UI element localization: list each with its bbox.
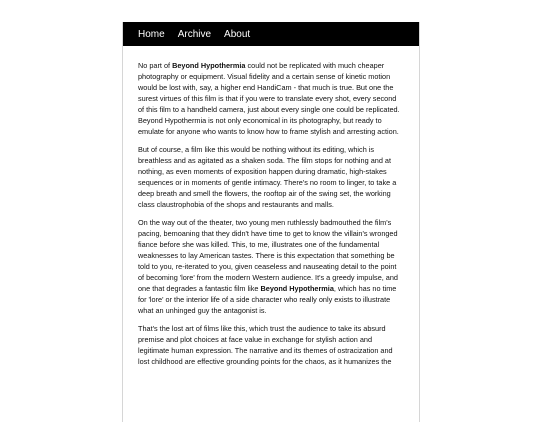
nav-home-link[interactable]: Home bbox=[138, 28, 165, 40]
paragraph-text: No part of bbox=[138, 61, 173, 70]
paragraph-2 bbox=[138, 144, 404, 210]
nav-archive-link[interactable]: Archive bbox=[177, 28, 212, 40]
article-body bbox=[123, 46, 419, 367]
paragraph-text: But of course, a film like this would be nothing without its editing, which is breathless and as agitated as a shaken soda. The film stops for nothing and at nothing, as even moments of exposition happen during dramatic, high-stakes sequences or in moments of gentle intimacy. There's no room to linger, to take a deep breath and smell the flowers, the rooftop air of the swing set, the working class claustrophobia of the shops and restaurants and malls. bbox=[138, 145, 397, 209]
paragraph-3 bbox=[138, 217, 404, 316]
nav-about-link[interactable]: About bbox=[224, 28, 251, 40]
paragraph-text: could not be replicated with much cheaper photography or equipment. Visual fidelity and a certain sense of kinetic motion would be lost with, say, a higher end HandiCam - that much is true. But one the surest virtues of this film is that if you were to translate every shot, every second of this film to a handheld camera, just about every single one could be replicated. Beyond Hypothermia is not only economical in its photography, but ready to emulate for anyone who wants to know how to frame stylish and arresting action. bbox=[138, 61, 400, 136]
paragraph-4 bbox=[138, 323, 404, 367]
top-nav bbox=[123, 22, 419, 46]
page-container bbox=[122, 22, 420, 422]
paragraph-1 bbox=[138, 60, 404, 137]
film-title-emphasis: Beyond Hypothermia bbox=[260, 284, 334, 293]
paragraph-text: , which has no time for 'lore' or the interior life of a side character who really only exists to illustrate what an unhinged guy the antagonist is. bbox=[138, 284, 397, 315]
paragraph-text: On the way out of the theater, two young men ruthlessly badmouthed the film's pacing, bemoaning that they didn't have time to get to know the villain's wronged fiance before she was killed. This, to me, illustrates one of the fundamental weaknesses to lay American tastes. There is this expectation that something be told to you, re-iterated to you, given ceaseless and nauseating detail to the point of becoming 'lore' from the modern Western audience. It's a greedy impulse, and one that degrades a fantastic film like bbox=[138, 218, 398, 293]
paragraph-text: That's the lost art of films like this, which trust the audience to take its absurd premise and plot choices at face value in exchange for stylish action and legitimate human expression. The narrative and its themes of ostracization and lost childhood are effective grounding points for the chaos, as it humanizes the bbox=[138, 324, 393, 366]
film-title-emphasis: Beyond Hypothermia bbox=[172, 61, 246, 70]
